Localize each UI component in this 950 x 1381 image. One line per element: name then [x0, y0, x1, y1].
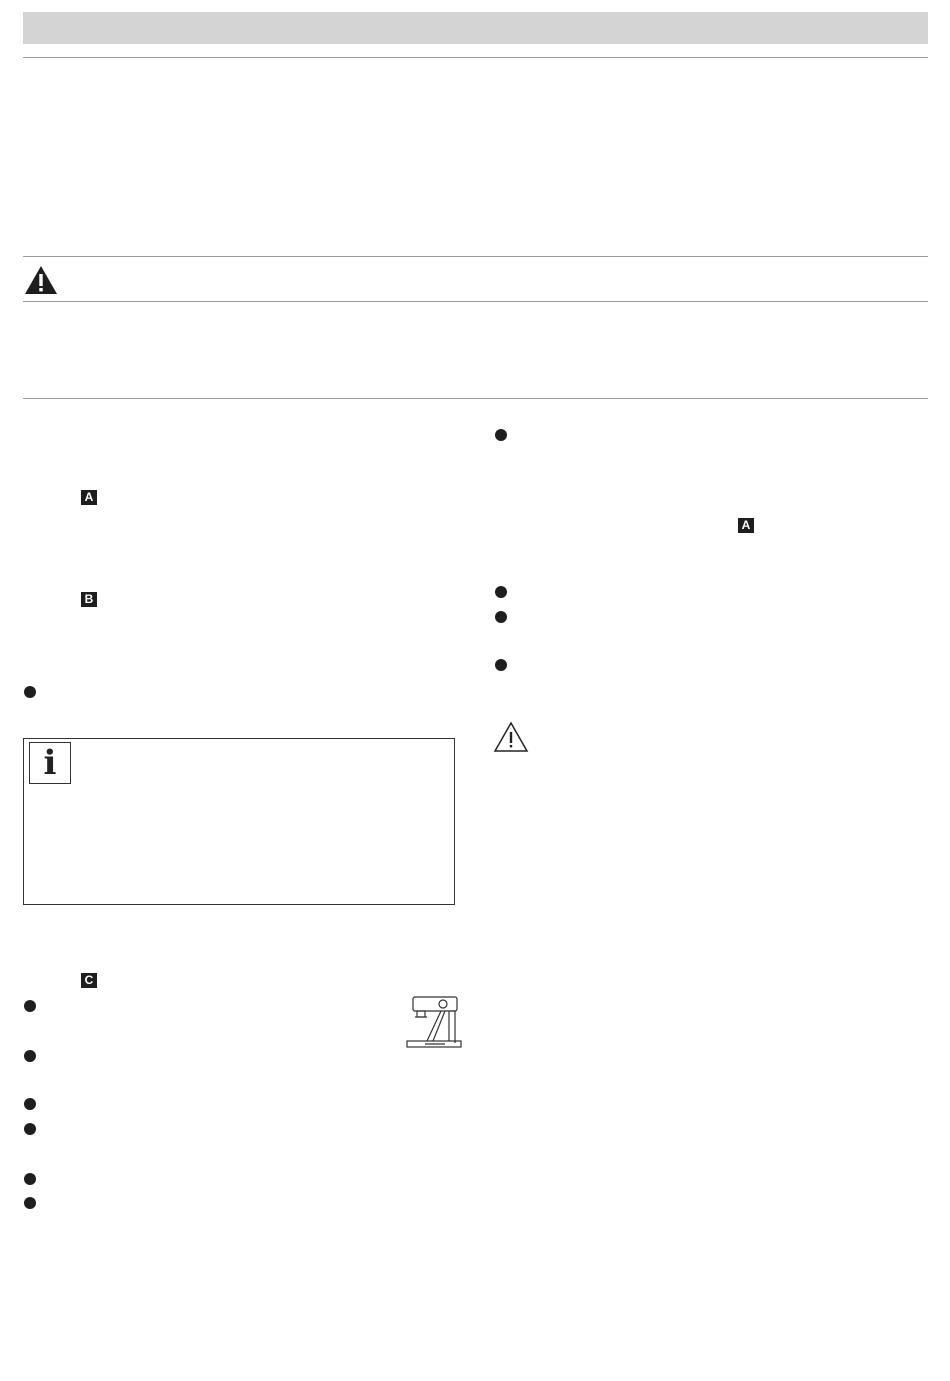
- warning-triangle-filled-icon: [24, 265, 58, 295]
- bullet-dot: [24, 686, 36, 698]
- warning-bottom-rule: [23, 301, 928, 302]
- bullet-dot: [24, 1173, 36, 1185]
- header-rule: [23, 57, 928, 58]
- warning-top-rule: [23, 256, 928, 257]
- marker-c: C: [81, 973, 97, 988]
- bullet-dot: [24, 1098, 36, 1110]
- espresso-machine-icon: [405, 995, 463, 1049]
- bullet-dot: [495, 659, 507, 671]
- header-bar: [23, 12, 928, 44]
- bullet-dot: [495, 611, 507, 623]
- marker-a-right: A: [738, 518, 754, 533]
- bullet-dot: [24, 1123, 36, 1135]
- bullet-dot: [24, 1050, 36, 1062]
- bullet-dot: [495, 429, 507, 441]
- info-box: [23, 738, 455, 905]
- bullet-dot: [495, 586, 507, 598]
- section-rule: [23, 398, 928, 399]
- marker-b: B: [81, 592, 97, 607]
- info-icon: i: [29, 742, 71, 784]
- bullet-dot: [24, 1000, 36, 1012]
- marker-a: A: [81, 490, 97, 505]
- warning-triangle-outline-icon: [493, 721, 529, 753]
- bullet-dot: [24, 1197, 36, 1209]
